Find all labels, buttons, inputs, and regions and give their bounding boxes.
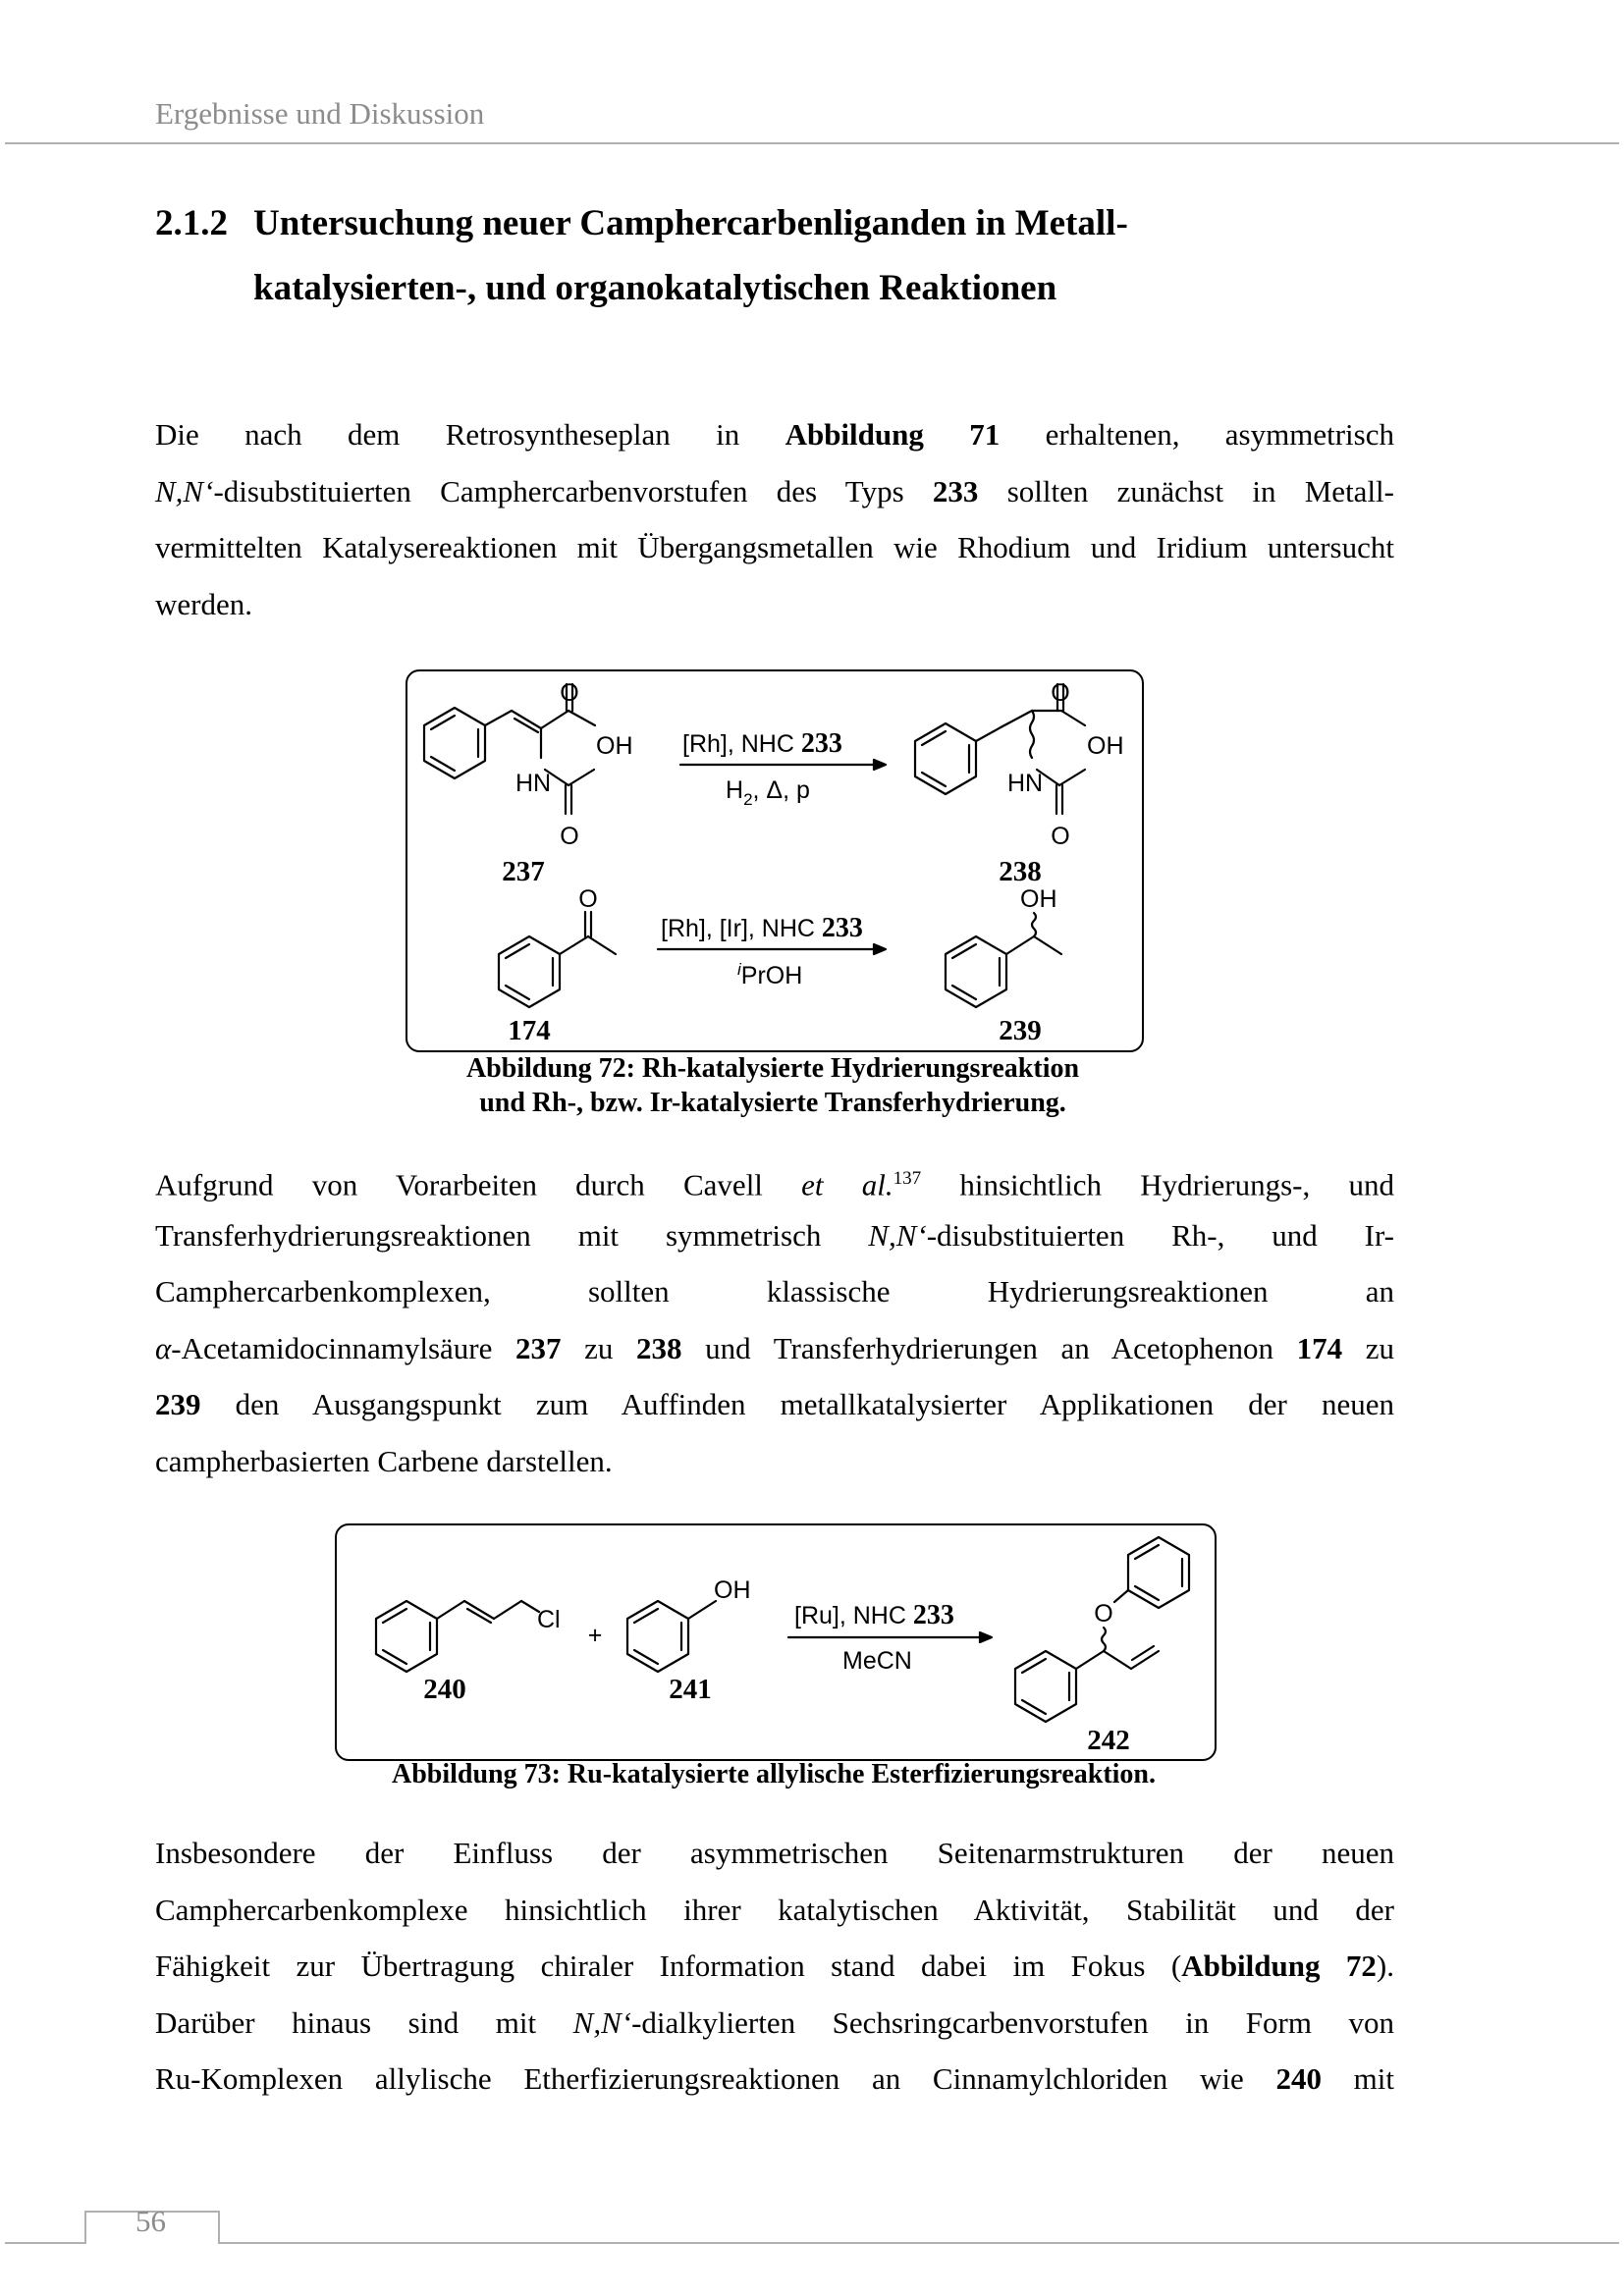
header-rule (5, 142, 1619, 144)
text-line: N,N‘-disubstituierten Camphercarbenvorstufen des Typs 233 sollten zunächst in Metall- (155, 473, 1394, 508)
text-line: werden. (155, 586, 252, 621)
solvent-bottom: $^i$PrOH (737, 960, 803, 989)
compound-number: 238 (999, 856, 1042, 887)
text-line: α-Acetamidocinnamylsäure 237 zu 238 und Transferhydrierungen an Acetophenon 174 zu (155, 1330, 1394, 1365)
atom-label: O (560, 679, 579, 707)
atom-label: OH (1020, 885, 1057, 913)
atom-label: OH (1087, 732, 1124, 760)
plus-sign: + (587, 1622, 603, 1649)
benzene-ring-241 (627, 1601, 688, 1672)
benzene-ring-242b (1128, 1537, 1189, 1608)
compound-number: 241 (669, 1674, 712, 1705)
figure-73-caption (335, 1757, 1213, 1791)
figure-72-caption (406, 1051, 1140, 1120)
reaction-scheme-73 (335, 1523, 1217, 1761)
caption-line: Abbildung 73: Ru-katalysierte allylische Esterfizierungsreaktion. (391, 1759, 1157, 1789)
text-line: vermittelten Katalysereaktionen mit Übergangsmetallen wie Rhodium und Iridium untersucht (155, 530, 1394, 564)
reaction-scheme-72 (406, 669, 1144, 1052)
compound-number: 242 (1087, 1725, 1130, 1756)
paragraph-3 (155, 1825, 1394, 2108)
atom-label: O (1051, 823, 1070, 850)
caption-line: und Rh-, bzw. Ir-katalysierte Transferhydrierung. (479, 1088, 1066, 1118)
atom-label: O (1094, 1600, 1113, 1628)
text-line: Darüber hinaus sind mit N,N‘-dialkylierten Sechsringcarbenvorstufen in Form von (155, 2004, 1394, 2040)
paragraph-2 (155, 1150, 1394, 1489)
atom-label: Cl (537, 1606, 561, 1633)
benzene-ring-239 (946, 936, 1006, 1007)
caption-line: Abbildung 72: Rh-katalysierte Hydrierungsreaktion (465, 1053, 1080, 1084)
benzene-ring-240 (376, 1601, 437, 1672)
section-title-line2: katalysierten-, und organokatalytischen Reaktionen (253, 268, 1057, 308)
footer-rule (5, 2242, 1619, 2244)
text-line: Ru-Komplexen allylische Etherfizierungsreaktionen an Cinnamylchloriden wie 240 mit (155, 2061, 1394, 2096)
atom-label: OH (596, 732, 633, 760)
compound-number: 239 (999, 1015, 1042, 1046)
reagent-bottom: [Rh], [Ir], NHC 233 (661, 913, 863, 943)
section-number: 2.1.2 (155, 203, 228, 243)
text-line: Camphercarbenkomplexen, sollten klassische Hydrierungsreaktionen an (155, 1274, 1394, 1308)
section-heading (155, 191, 1235, 321)
conditions-top: $H_2$, Δ, p (726, 776, 810, 809)
reagent: [Ru], NHC 233 (794, 1600, 954, 1630)
atom-label: HN (1007, 770, 1044, 797)
benzene-ring-174 (499, 936, 560, 1007)
section-title-line1: Untersuchung neuer Camphercarbenliganden in Metall- (253, 203, 1128, 243)
text-line: Transferhydrierungsreaktionen mit symmetrisch N,N‘-disubstituierten Rh-, und Ir- (155, 1217, 1394, 1253)
atom-label: OH (714, 1576, 751, 1604)
benzene-ring-237 (424, 708, 485, 778)
scheme-73-compound-numbers (423, 1674, 1130, 1756)
scheme-73-graphic (337, 1525, 1215, 1759)
benzene-ring-242a (1015, 1651, 1076, 1722)
atom-label: HN (515, 770, 552, 797)
atom-label: O (560, 823, 579, 850)
benzene-ring-238 (915, 723, 976, 794)
text-line: 239 den Ausgangspunkt zum Auffinden metallkatalysierter Applikationen der neuen (155, 1387, 1394, 1421)
text-line: Aufgrund von Vorarbeiten durch Cavell et al.$^{137}$ hinsichtlich Hydrierungs-, und (155, 1167, 1394, 1202)
page-number: 56 (135, 2204, 166, 2238)
text-line: campherbasierten Carbene darstellen. (155, 1443, 613, 1478)
text-line: Fähigkeit zur Übertragung chiraler Information stand dabei im Fokus (Abbildung 72). (155, 1949, 1394, 1983)
running-head: Ergebnisse und Diskussion (155, 96, 485, 131)
compound-number: 240 (423, 1674, 466, 1705)
reagent-top: [Rh], NHC 233 (682, 728, 842, 759)
compound-number: 174 (508, 1015, 551, 1046)
scheme-72-graphic (407, 671, 1142, 1050)
text-line: Camphercarbenkomplexe hinsichtlich ihrer katalytischen Aktivität, Stabilität und der (155, 1892, 1394, 1927)
solvent: MeCN (842, 1647, 912, 1675)
atom-label: O (1051, 679, 1070, 707)
paragraph-1 (155, 406, 1394, 632)
compound-number: 237 (502, 856, 545, 887)
atom-label: O (578, 885, 598, 913)
text-line: Die nach dem Retrosyntheseplan in Abbildung 71 erhaltenen, asymmetrisch (155, 417, 1394, 452)
text-line: Insbesondere der Einfluss der asymmetrischen Seitenarmstrukturen der neuen (155, 1836, 1394, 1870)
